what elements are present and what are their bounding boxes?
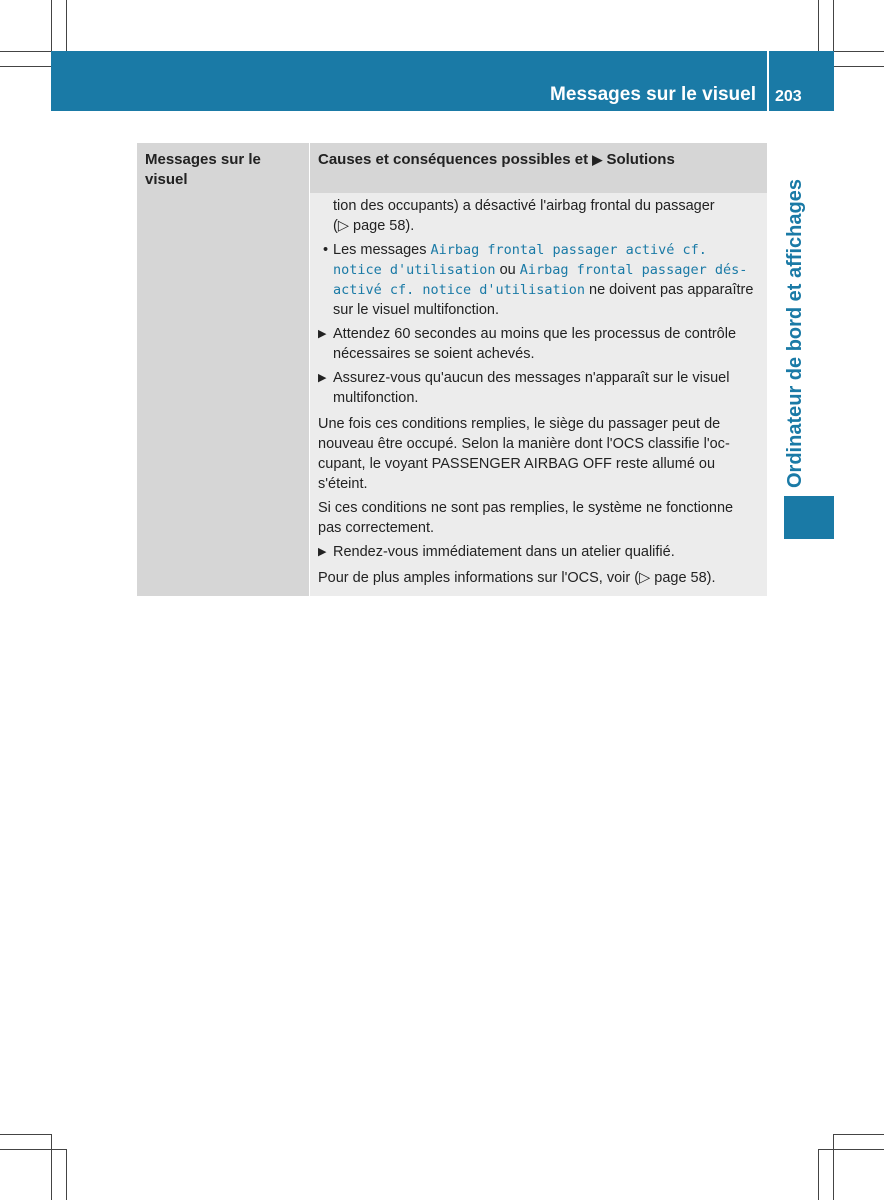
paragraph: Si ces conditions ne sont pas remplies, le système ne fonctionne pas correctement. xyxy=(318,500,734,536)
bullet-text-or: ou xyxy=(499,262,516,278)
step-item xyxy=(318,368,759,408)
bullet-icon: • xyxy=(322,242,329,258)
step-item xyxy=(318,542,759,562)
arrow-icon: ▶ xyxy=(592,152,603,167)
bullet-text-tail: ne doivent pas apparaître sur le visuel multifonction. xyxy=(333,282,754,318)
crop-mark xyxy=(0,51,51,52)
crop-mark xyxy=(818,1149,884,1150)
crop-mark xyxy=(834,66,884,67)
crop-mark xyxy=(51,0,52,51)
causes-cell xyxy=(310,193,767,596)
header-divider xyxy=(767,51,769,111)
column-header-causes xyxy=(310,143,767,193)
crop-mark xyxy=(0,1134,51,1135)
crop-mark xyxy=(818,1149,819,1200)
crop-mark xyxy=(0,1149,66,1150)
crop-mark xyxy=(66,0,67,51)
message-cell xyxy=(137,193,309,596)
crop-mark xyxy=(0,66,51,67)
paragraph: Pour de plus amples informations sur l'OCS, voir (▷ page 58). xyxy=(318,570,716,586)
continued-line: tion des occupants) a désactivé l'airbag frontal du passager xyxy=(333,198,715,214)
column-header-solutions-text: Solutions xyxy=(606,151,675,168)
step-text: Attendez 60 secondes au moins que les processus de contrôle nécessaires se soient achevés. xyxy=(333,326,737,362)
crop-mark xyxy=(818,0,819,51)
column-header-causes-text: Causes et conséquences possibles et xyxy=(318,151,589,168)
table-header-row xyxy=(137,143,767,193)
page-reference: (▷ page 58). xyxy=(333,218,415,234)
messages-table xyxy=(137,143,767,596)
step-text: Rendez-vous immédiatement dans un atelier qualifié. xyxy=(333,544,675,560)
crop-mark xyxy=(51,1134,52,1200)
continued-text xyxy=(318,196,759,236)
step-arrow-icon: ▶ xyxy=(318,328,327,340)
step-text: Assurez-vous qu'aucun des messages n'apparaît sur le visuel multifonction. xyxy=(333,370,730,406)
step-item xyxy=(318,324,759,364)
bullet-text xyxy=(333,240,759,320)
table-row xyxy=(137,193,767,596)
section-side-label: Ordinateur de bord et affichages xyxy=(784,179,806,488)
crop-mark xyxy=(66,1149,67,1200)
section-tab-marker xyxy=(784,496,834,539)
display-message-deactivated: Airbag frontal passager désactivé cf. notice d'utilisation xyxy=(333,262,748,298)
crop-mark xyxy=(833,1134,834,1200)
crop-mark xyxy=(833,1134,884,1135)
display-message-activated: Airbag frontal passager activé cf. notice d'utilisation xyxy=(333,242,707,278)
page-title: Messages sur le visuel xyxy=(550,84,756,105)
page-number: 203 xyxy=(775,88,802,105)
crop-mark xyxy=(834,51,884,52)
column-header-messages: Messages sur le visuel xyxy=(137,143,309,193)
paragraph: Une fois ces conditions remplies, le siège du passager peut de nouveau être occupé. Selon la manière dont l'OCS classifie l'occupant, le voyant PASSENGER AIRBAG OFF reste allumé ou s'éteint. xyxy=(318,416,730,492)
step-arrow-icon: ▶ xyxy=(318,546,327,558)
bullet-item xyxy=(318,240,759,320)
step-arrow-icon: ▶ xyxy=(318,372,327,384)
bullet-text-lead: Les messages xyxy=(333,242,427,258)
crop-mark xyxy=(833,0,834,51)
